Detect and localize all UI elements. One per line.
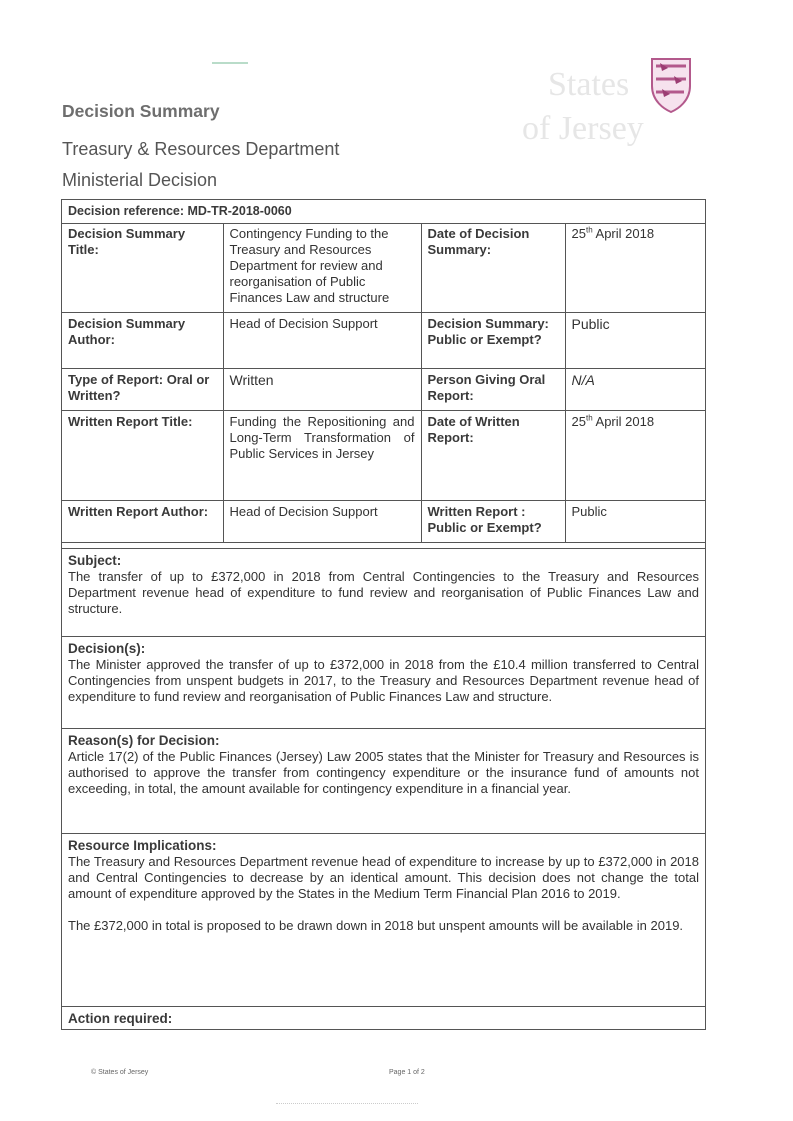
- table-row: [62, 410, 705, 500]
- report-date-value: 25th April 2018: [565, 410, 705, 500]
- action-section: [62, 1006, 705, 1027]
- subject-text: The transfer of up to £372,000 in 2018 from Central Contingencies to the Treasury and Resources Department revenue head of expenditure to fund review and reorganisation of Public Finances Law and structure.: [68, 569, 699, 616]
- report-type-value: Written: [223, 368, 421, 410]
- oral-reporter-label: Person Giving Oral Report:: [421, 368, 565, 410]
- table-row: [62, 500, 705, 542]
- report-exempt-label: Written Report : Public or Exempt?: [421, 500, 565, 542]
- reasons-text: Article 17(2) of the Public Finances (Jersey) Law 2005 states that the Minister for Treasury and Resources is authorised to approve the transfer from contingency expenditure or the insurance fund of amounts not exceeding, in total, the amount available for contingency expenditure in a financial year.: [68, 749, 699, 796]
- report-author-value: Head of Decision Support: [223, 500, 421, 542]
- summary-author-label: Decision Summary Author:: [62, 312, 223, 368]
- table-row: [62, 223, 705, 312]
- resources-section: [62, 833, 705, 934]
- table-row: [62, 368, 705, 410]
- report-type-label: Type of Report: Oral or Written?: [62, 368, 223, 410]
- footer-copyright: © States of Jersey: [91, 1069, 149, 1076]
- report-title-value: Funding the Repositioning and Long-Term Transformation of Public Services in Jersey: [223, 410, 421, 500]
- report-date-label: Date of Written Report:: [421, 410, 565, 500]
- reference-row: [62, 200, 705, 224]
- decision-section: [62, 636, 705, 705]
- reasons-heading: Reason(s) for Decision:: [68, 733, 220, 748]
- summary-title-label: Decision Summary Title:: [62, 223, 223, 312]
- reasons-section: [62, 728, 705, 797]
- department-name: Treasury & Resources Department: [62, 139, 340, 159]
- decision-type: Ministerial Decision: [62, 170, 218, 190]
- summary-date-value: 25th April 2018: [565, 223, 705, 312]
- decision-text: The Minister approved the transfer of up to £372,000 in 2018 from the £10.4 million transferred to Central Contingencies from unspent budgets in 2017, to the Treasury and Resources Department revenue head of expenditure to fund review and reorganisation of Public Finances Law and structure.: [68, 657, 699, 704]
- summary-table: [62, 223, 705, 543]
- summary-exempt-label: Decision Summary: Public or Exempt?: [421, 312, 565, 368]
- report-exempt-value: Public: [565, 500, 705, 542]
- scan-mark: [212, 62, 248, 64]
- page-number: Page 1 of 2: [389, 1069, 425, 1076]
- action-heading: Action required:: [68, 1011, 173, 1026]
- resources-heading: Resource Implications:: [68, 838, 217, 853]
- jersey-crest-icon: [648, 56, 694, 114]
- subject-heading: Subject:: [68, 553, 122, 568]
- resources-text-1: The Treasury and Resources Department revenue head of expenditure to increase by up to £372,000 in 2018 and Central Contingencies to decrease by an identical amount. This decision does not change the total amount of expenditure approved by the States in the Medium Term Financial Plan 2016 to 2019.: [68, 854, 699, 901]
- oral-reporter-value: N/A: [565, 368, 705, 410]
- decision-heading: Decision(s):: [68, 641, 146, 656]
- summary-title-value: Contingency Funding to the Treasury and Resources Department for review and reorganisation of Public Finances Law and structure: [223, 223, 421, 312]
- table-row: [62, 312, 705, 368]
- report-title-label: Written Report Title:: [62, 410, 223, 500]
- subject-section: [62, 548, 705, 617]
- resources-text-2: The £372,000 in total is proposed to be drawn down in 2018 but unspent amounts will be available in 2019.: [68, 918, 684, 933]
- decision-reference: Decision reference: MD-TR-2018-0060: [68, 204, 292, 218]
- logo-text-states: States: [548, 66, 630, 103]
- decision-summary-form: [61, 199, 706, 1030]
- summary-exempt-value: Public: [565, 312, 705, 368]
- logo-text-jersey: of Jersey: [522, 110, 644, 147]
- document-title: Decision Summary: [62, 101, 220, 121]
- footer-divider: [276, 1103, 418, 1104]
- summary-date-label: Date of Decision Summary:: [421, 223, 565, 312]
- summary-author-value: Head of Decision Support: [223, 312, 421, 368]
- report-author-label: Written Report Author:: [62, 500, 223, 542]
